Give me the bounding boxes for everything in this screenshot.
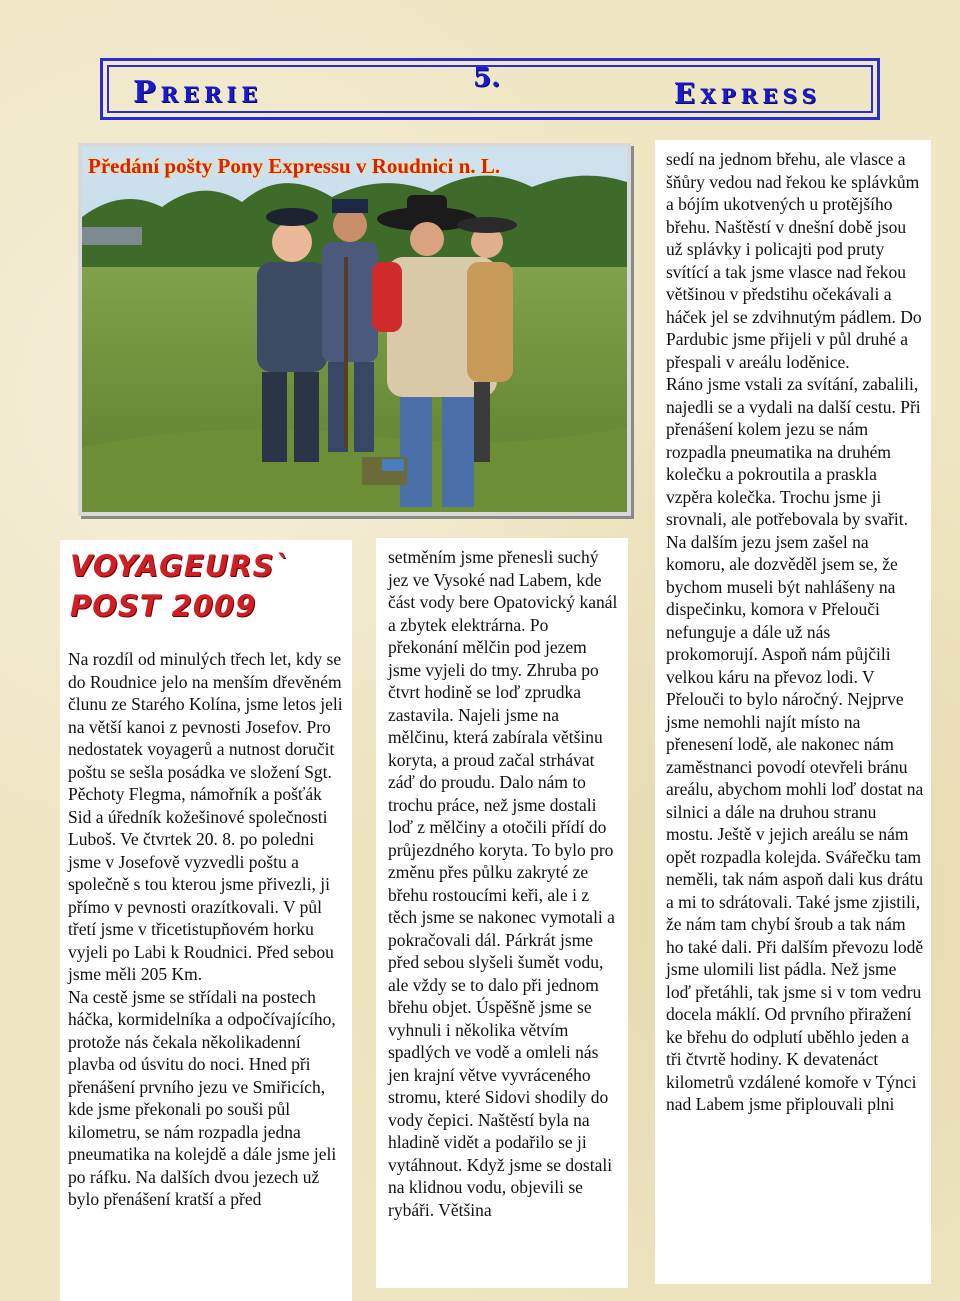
masthead-banner — [100, 58, 880, 120]
paragraph: sedí na jednom břehu, ale vlasce a šňůry vedou nad řekou ke splávkům a bójím ukotvených u protějšího břehu. Naštěstí v dnešní době jsou už splávky i policajti pod pruty svítící a tak jsme vlasce nad řekou většinou v předstihu očekávali a háček jel se zdvihnutým pádlem. Do Pardubic jsme přijeli v půl druhé a přespali v areálu loděnice. — [666, 149, 922, 372]
paragraph: Na cestě jsme se střídali na postech háčka, kormidelníka a odpočívajícího, protože nás čekala několikadenní plavba od úsvitu do noci. Hned při přenášení prvního jezu ve Smiřicích, kde jsme překonali po souši půl kilometru, se nám rozpadla jedna pneumatika na kolejdě a dále jsme jeli po ráfku. Na dalších dvou jezech už bylo přenášení kratší a před — [68, 986, 337, 1209]
paragraph: Ráno jsme vstali za svítání, zabalili, najedli se a vydali na další cestu. Při přenášení kolem jezu se nám rozpadla pneumatika na druhém kolečku a pokroutila a praskla vzpěra kolečka. Trochu jsme ji srovnali, ale potřebovala by svařit. Na dalším jezu jsem zašel na komoru, ale dozvěděl jsem se, že bychom museli být nahlášeny na dispečinku, komora v Přelouči nefunguje a dále už nás prokomorují. Aspoň nám půjčili velkou káru na převoz lodi. V Přelouči to bylo náročný. Nejprve jsme nemohli najít místo na přenesení lodě, ale nakonec nám zaměstnanci povodí otevřeli bránu areálu, abychom mohli loď dostat na silnici a dále na druhou stranu mostu. Ještě v jejich areálu se nám opět rozpadla kolejda. Svářečku tam neměli, tak nám aspoň dali kus drátu a mi to sdrátovali. Také jsme zjistili, že nám tam chybí šroub a tak nám ho také dali. Při dalším převozu lodě jsme ulomili list pádla. Než jsme loď přetáhli, tak jsme si v tom vedru docela máklí. Od prvního přiražení ke břehu do odplutí uběhlo jeden a tři čtvrtě hodiny. K devatenáct kilometrů vzdálené komoře v Týnci nad Labem jsme připlouvali plni — [666, 374, 924, 1114]
paragraph: setměním jsme přenesli suchý jez ve Vysoké nad Labem, kde část vody bere Opatovický kanál a zbytek elektrárna. Po překonání mělčin pod jezem jsme vyjeli do tmy. Zhruba po čtvrt hodině se loď zprudka zastavila. Najeli jsme na mělčinu, která zabírala většinu koryta, a proud začal strhávat záď do proudu. Dalo nám to trochu práce, než jsme dostali loď z mělčiny a otočili přídí do průjezdného koryta. To bylo pro změnu přes půlku zakryté ze břehu rostoucími keři, ale i z těch jsme se nakonec vymotali a pokračovali dál. Párkrát jsme před sebou slyšeli šumět vodu, ale vždy se to dalo při jednom břehu objet. Úspěšně jsme se vyhnuli i několika větvím spadlých ve vodě a omleli nás jen krajní větve vyvráceného stromu, které Sidovi shodily do vody čepici. Naštěstí byla na hladině vidět a podařilo se ji vytáhnout. Když jsme se dostali na klidnou vodu, objevili se rybáři. Většina — [388, 547, 618, 1220]
article-column-left — [60, 540, 352, 1301]
article-title-line-2: POST 2009 — [70, 589, 257, 623]
masthead-left-word: Prerie — [133, 75, 263, 110]
article-title — [70, 546, 290, 626]
article-photo — [82, 147, 627, 512]
masthead-issue-number: 5. — [473, 63, 501, 93]
article-column-middle — [376, 538, 628, 1288]
masthead-right-word: Express — [673, 77, 821, 110]
article-column-right — [655, 140, 931, 1284]
photo-caption: Předání pošty Pony Expressu v Roudnici n. L. — [88, 154, 501, 178]
article-title-line-1: VOYAGEURS` — [70, 549, 291, 583]
paragraph: Na rozdíl od minulých třech let, kdy se do Roudnice jelo na menším dřevěném člunu ze Starého Kolína, jsme letos jeli na větší kanoi z pevnosti Josefov. Pro nedostatek voyagerů a nutnost doručit poštu se sešla posádka ve složení Sgt. Pěchoty Flegma, námořník a pošťák Sid a úředník kožešinové společnosti Luboš. Ve čtvrtek 20. 8. po poledni jsme v Josefově vyzvedli poštu a společně s tou kterou jsme přivezli, ji přímo v pevnosti orazítkovali. V půl třetí jsme v třicetistupňovém horku vyjeli po Labi k Roudnici. Před sebou jsme měli 205 Km. — [68, 649, 343, 984]
